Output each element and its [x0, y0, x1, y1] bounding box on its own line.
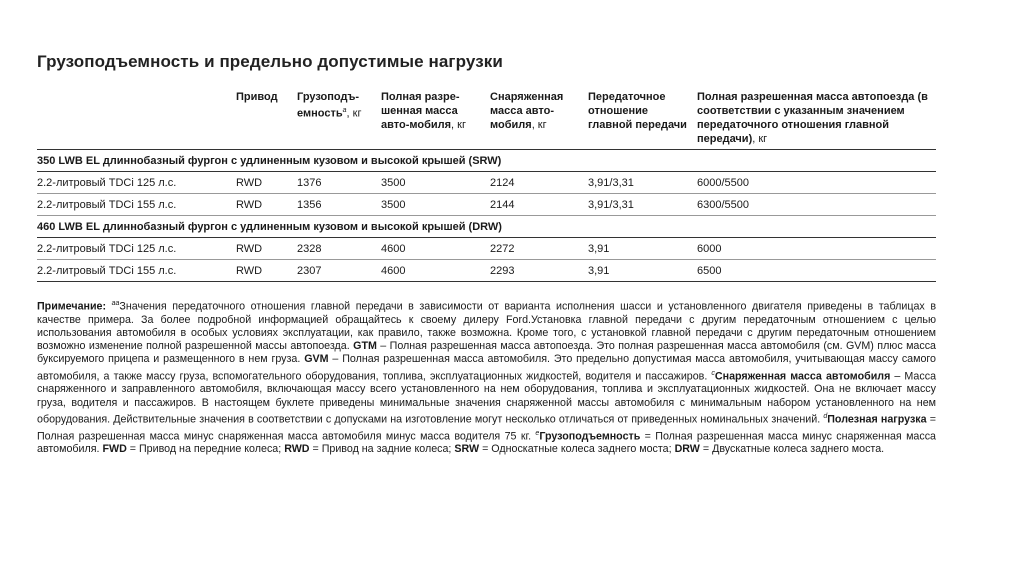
cell-payload: 2307 [297, 260, 381, 282]
header-drive: Привод [236, 90, 297, 150]
cell-payload: 1356 [297, 194, 381, 216]
table-row [37, 172, 936, 194]
cell-gtm: 6300/5500 [697, 194, 936, 216]
cell-drive: RWD [236, 260, 297, 282]
cell-ratio: 3,91/3,31 [588, 172, 697, 194]
cell-kerb: 2272 [490, 238, 588, 260]
cell-gvm: 3500 [381, 194, 490, 216]
header-ratio: Передаточное отношение главной передачи [588, 90, 697, 150]
group-row [37, 216, 936, 238]
header-kerb: Снаряженная масса авто-мобиля, кг [490, 90, 588, 150]
header-payload: Грузоподъ-емность$^a$, кг [297, 90, 381, 150]
cell-ratio: 3,91 [588, 238, 697, 260]
group-title: 350 LWB EL длиннобазный фургон с удлиненным кузовом и высокой крышей (SRW) [37, 150, 936, 172]
cell-kerb: 2144 [490, 194, 588, 216]
cell-ratio: 3,91/3,31 [588, 194, 697, 216]
cell-gvm: 4600 [381, 238, 490, 260]
cell-drive: RWD [236, 194, 297, 216]
header-gvm: Полная разре-шенная масса авто-мобиля, кг [381, 90, 490, 150]
group-row [37, 150, 936, 172]
table-header-row [37, 90, 936, 150]
cell-gvm: 4600 [381, 260, 490, 282]
cell-kerb: 2293 [490, 260, 588, 282]
cell-model: 2.2-литровый TDCi 125 л.с. [37, 238, 236, 260]
note-label: Примечание: [37, 300, 107, 313]
table-row [37, 238, 936, 260]
cell-model: 2.2-литровый TDCi 155 л.с. [37, 194, 236, 216]
cell-drive: RWD [236, 238, 297, 260]
cell-gtm: 6500 [697, 260, 936, 282]
cell-model: 2.2-литровый TDCi 125 л.с. [37, 172, 236, 194]
header-gtm: Полная разрешенная масса автопоезда (в соответствии с указанным значением передаточного отношения главной передачи), кг [697, 90, 936, 150]
cell-gtm: 6000/5500 [697, 172, 936, 194]
cell-payload: 1376 [297, 172, 381, 194]
cell-kerb: 2124 [490, 172, 588, 194]
cell-gtm: 6000 [697, 238, 936, 260]
load-spec-table [37, 90, 936, 282]
header-model [37, 90, 236, 150]
cell-drive: RWD [236, 172, 297, 194]
cell-ratio: 3,91 [588, 260, 697, 282]
page-title: Грузоподъемность и предельно допустимые нагрузки [37, 52, 503, 71]
group-title: 460 LWB EL длиннобазный фургон с удлиненным кузовом и высокой крышей (DRW) [37, 216, 936, 238]
cell-payload: 2328 [297, 238, 381, 260]
cell-model: 2.2-литровый TDCi 155 л.с. [37, 260, 236, 282]
footnote: Примечание: $^{aa}$Значения передаточного отношения главной передачи в зависимости от варианта исполнения шасси и установленного двигателя приведены в таблицах в качестве примера. За более подробной информацией обращайтесь к своему дилеру Ford.Установка главной передачи с другим передаточным отношением с целью использования автомобиля в особых условиях эксплуатации, как правило, также возможна. Кроме того, с установкой главной передачи с другим передаточным отношением возможно изменение полной разрешенной массы автопоезда. GTM – Полная разрешенная масса автопоезда. Это полная разрешенная масса автомобиля (см. GVM) плюс масса буксируемого прицепа и размещенного в нем груза. GVM – Полная разрешенная масса автомобиля. Это предельно допустимая масса автомобиля, учитывающая массу самого автомобиля, а также массу груза, вспомогательного оборудования, топлива, эксплуатационных жидкостей, водителя и пассажиров. $^c$Снаряженная масса автомобиля – Масса снаряженного и заправленного автомобиля, включающая массу всего установленного на нем оборудования, топлива и эксплуатационных жидкостей. Она не включает массу груза, водителя и пассажиров. В настоящем буклете приведены минимальные значения снаряженной массы автомобиля с минимальным набором установленного на нем оборудования. Действительные значения в соответствии с допусками на изготовление могут несколько отличаться от приведенных номинальных значений. $^d$Полезная нагрузка = Полная разрешенная масса минус снаряженная масса автомобиля минус масса водителя 75 кг. $^e$Грузоподъемность = Полная разрешенная масса минус снаряженная масса автомобиля. FWD = Привод на передние колеса; RWD = Привод на задние колеса; SRW = Односкатные колеса заднего моста; DRW = Двускатные колеса заднего моста. [37, 300, 937, 456]
table-row [37, 260, 936, 282]
cell-gvm: 3500 [381, 172, 490, 194]
table-row [37, 194, 936, 216]
